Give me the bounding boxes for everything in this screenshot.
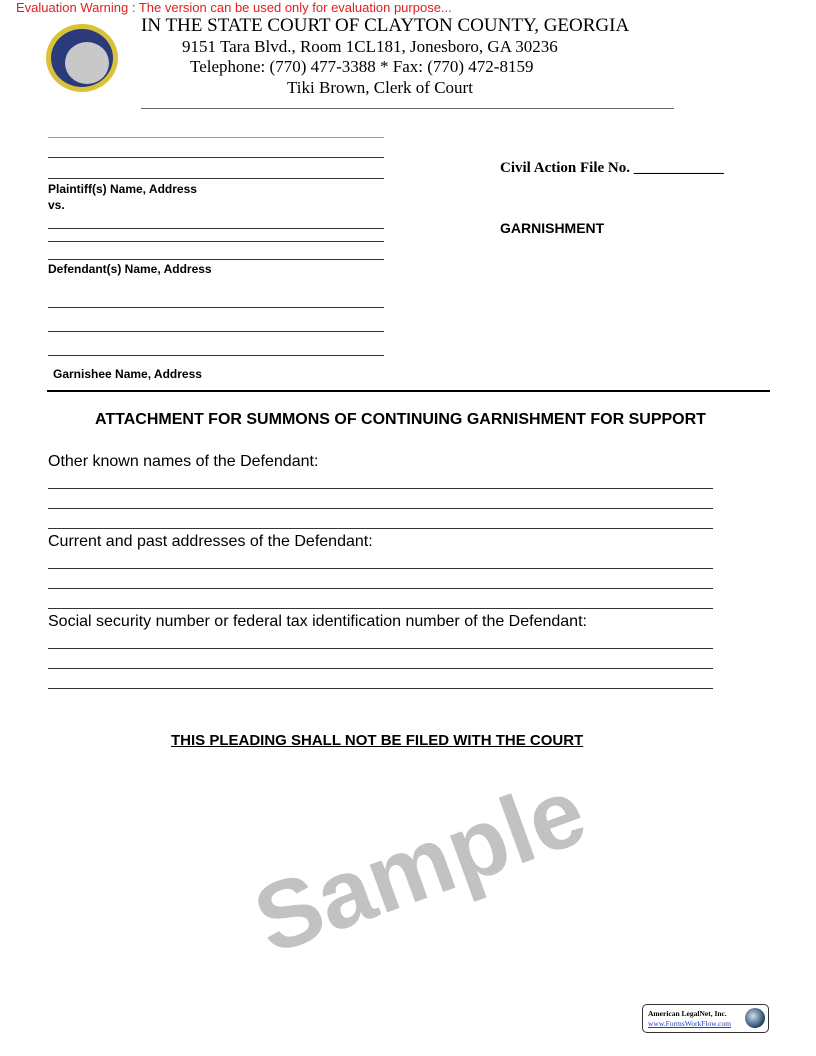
- vs-label: vs.: [48, 198, 65, 212]
- court-phone: Telephone: (770) 477-3388 * Fax: (770) 472-8159: [190, 57, 534, 76]
- answer-line[interactable]: [48, 528, 713, 529]
- garnishee-label: Garnishee Name, Address: [53, 367, 202, 381]
- answer-line[interactable]: [48, 588, 713, 589]
- answer-line[interactable]: [48, 488, 713, 489]
- header-rule: [141, 108, 674, 109]
- answer-line[interactable]: [48, 688, 713, 689]
- question-other-names: Other known names of the Defendant:: [48, 453, 319, 470]
- answer-line[interactable]: [48, 608, 713, 609]
- answer-line[interactable]: [48, 568, 713, 569]
- garnishee-line[interactable]: [48, 355, 384, 356]
- sample-watermark: Sample: [241, 757, 599, 975]
- caption-divider: [47, 390, 770, 392]
- answer-line[interactable]: [48, 668, 713, 669]
- clerk-name: Tiki Brown, Clerk of Court: [287, 78, 473, 97]
- logo-company: American LegalNet, Inc.: [648, 1009, 727, 1018]
- plaintiff-line[interactable]: [48, 157, 384, 158]
- filing-notice: THIS PLEADING SHALL NOT BE FILED WITH THE COURT: [171, 732, 584, 749]
- answer-line[interactable]: [48, 648, 713, 649]
- evaluation-warning: Evaluation Warning : The version can be used only for evaluation purpose...: [16, 0, 452, 15]
- defendant-line[interactable]: [48, 241, 384, 242]
- court-address: 9151 Tara Blvd., Room 1CL181, Jonesboro, GA 30236: [182, 37, 558, 56]
- logo-url[interactable]: www.FormsWorkFlow.com: [648, 1019, 732, 1028]
- american-legalnet-logo[interactable]: [642, 1004, 769, 1033]
- court-name: IN THE STATE COURT OF CLAYTON COUNTY, GEORGIA: [141, 15, 630, 36]
- plaintiff-label: Plaintiff(s) Name, Address: [48, 182, 197, 196]
- georgia-state-seal: [46, 24, 118, 92]
- garnishee-line[interactable]: [48, 307, 384, 308]
- question-addresses: Current and past addresses of the Defendant:: [48, 533, 373, 550]
- answer-line[interactable]: [48, 508, 713, 509]
- civil-action-file-number[interactable]: Civil Action File No. ____________: [500, 160, 724, 176]
- plaintiff-line[interactable]: [48, 137, 384, 138]
- form-title: ATTACHMENT FOR SUMMONS OF CONTINUING GARNISHMENT FOR SUPPORT: [95, 411, 706, 428]
- globe-icon: [745, 1008, 765, 1028]
- garnishment-label: GARNISHMENT: [500, 220, 605, 236]
- question-ssn: Social security number or federal tax identification number of the Defendant:: [48, 613, 587, 630]
- plaintiff-line[interactable]: [48, 178, 384, 179]
- defendant-line[interactable]: [48, 259, 384, 260]
- defendant-line[interactable]: [48, 228, 384, 229]
- garnishee-line[interactable]: [48, 331, 384, 332]
- defendant-label: Defendant(s) Name, Address: [48, 262, 212, 276]
